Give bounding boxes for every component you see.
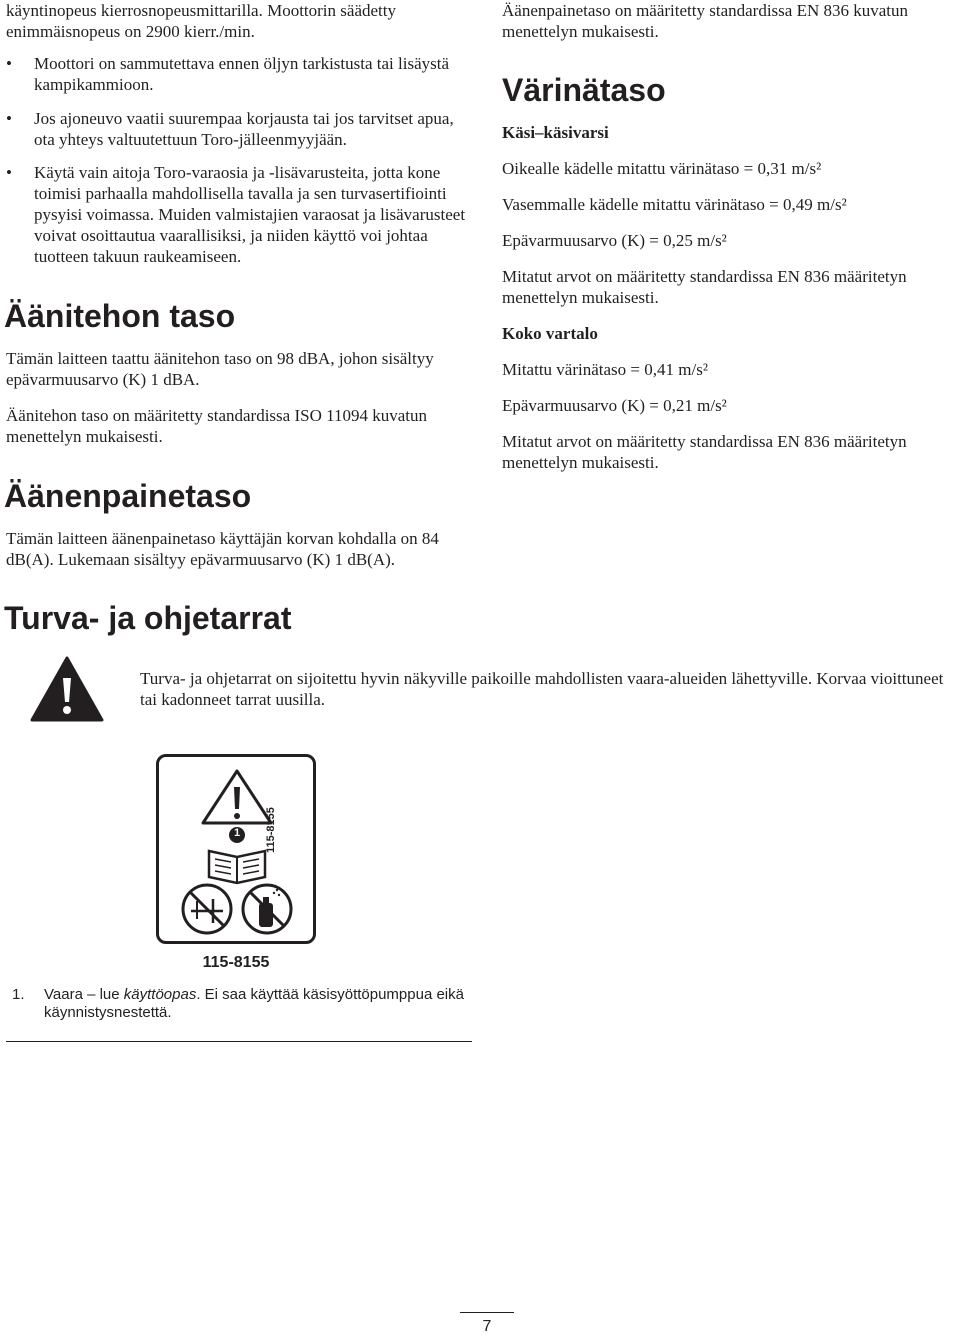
page-number: 7 — [482, 1318, 492, 1335]
decal-warning-triangle-icon — [203, 771, 271, 823]
bullet-dot: • — [6, 163, 12, 182]
read-manual-icon — [209, 851, 265, 883]
legend-suffix: . Ei saa käyttää käsisyöttöpumppua eikä käynnistysnestettä. — [44, 986, 464, 1021]
sound-pressure-paragraph: Tämän laitteen äänenpainetaso käyttäjän korvan kohdalla on 84 dB(A). Lukemaan sisältyy epävarmuusarvo (K) 1 dB(A). — [6, 529, 439, 569]
bullet-dot: • — [6, 109, 12, 128]
decal-side-code: 115-8155 — [265, 807, 277, 853]
sound-power-paragraph-1: Tämän laitteen taattu äänitehon taso on 98 dBA, johon sisältyy epävarmuusarvo (K) 1 dBA. — [6, 349, 434, 389]
legend-prefix: Vaara – lue — [44, 986, 124, 1003]
uncertainty-value-2: Epävarmuusarvo (K) = 0,21 m/s² — [502, 396, 727, 415]
section-heading-sound-power: Äänitehon taso — [4, 298, 236, 334]
warning-triangle-icon — [30, 656, 104, 722]
section-heading-safety-labels: Turva- ja ohjetarrat — [4, 600, 292, 636]
sound-power-paragraph-2: Äänitehon taso on määritetty standardissa ISO 11094 kuvatun menettelyn mukaisesti. — [6, 406, 427, 446]
callout-number: 1 — [233, 827, 241, 839]
decal-115-8155 — [156, 754, 316, 944]
page-number-rule — [460, 1312, 514, 1313]
legend-number: 1. — [12, 986, 25, 1003]
intro-paragraph: käyntinopeus kierrosnopeusmittarilla. Moottorin säädetty enimmäisnopeus on 2900 kierr./min. — [6, 1, 396, 41]
uncertainty-value-1: Epävarmuusarvo (K) = 0,25 m/s² — [502, 231, 727, 250]
section-heading-sound-pressure: Äänenpainetaso — [4, 478, 252, 514]
subheading-hand-arm: Käsi–käsivarsi — [502, 123, 609, 142]
right-intro-paragraph: Äänenpainetaso on määritetty standardissa EN 836 kuvatun menettelyn mukaisesti. — [502, 1, 908, 41]
standard-note-2: Mitatut arvot on määritetty standardissa EN 836 määritetyn menettelyn mukaisesti. — [502, 432, 907, 472]
legend-text — [44, 986, 484, 1022]
section-divider — [6, 1041, 472, 1042]
measured-value: Mitattu värinätaso = 0,41 m/s² — [502, 360, 708, 379]
bullet-dot: • — [6, 54, 12, 73]
subheading-whole-body: Koko vartalo — [502, 324, 598, 343]
list-item-text: Käytä vain aitoja Toro-varaosia ja -lisävarusteita, jotta kone toimisi parhaalla mahdollisella tavalla ja sen turvasertifiointi pysyisi voimassa. Muiden valmistajien varaosat ja lisävarusteet voivat osoittautua vaarallisiksi, ja niiden käyttö voi johtaa tuotteen takuun raukeamiseen. — [34, 163, 466, 266]
no-starting-fluid-icon — [243, 885, 291, 933]
no-hand-pump-icon — [183, 885, 231, 933]
safety-intro-paragraph: Turva- ja ohjetarrat on sijoitettu hyvin näkyville paikoille mahdollisten vaara-alueiden lähettyville. Korvaa vioittuneet tai kadonneet tarrat uusilla. — [140, 669, 944, 709]
section-heading-vibration: Värinätaso — [502, 72, 666, 108]
standard-note-1: Mitatut arvot on määritetty standardissa EN 836 määritetyn menettelyn mukaisesti. — [502, 267, 907, 307]
list-item-text: Moottori on sammutettava ennen öljyn tarkistusta tai lisäystä kampikammioon. — [34, 54, 450, 94]
decal-caption: 115-8155 — [202, 954, 270, 971]
legend-italic: käyttöopas — [123, 986, 197, 1003]
list-item-text: Jos ajoneuvo vaatii suurempaa korjausta tai jos tarvitset apua, ota yhteys valtuutettuun Toro-jälleenmyyjään. — [34, 109, 454, 149]
left-hand-value: Vasemmalle kädelle mitattu värinätaso = 0,49 m/s² — [502, 195, 847, 214]
right-hand-value: Oikealle kädelle mitattu värinätaso = 0,31 m/s² — [502, 159, 822, 178]
